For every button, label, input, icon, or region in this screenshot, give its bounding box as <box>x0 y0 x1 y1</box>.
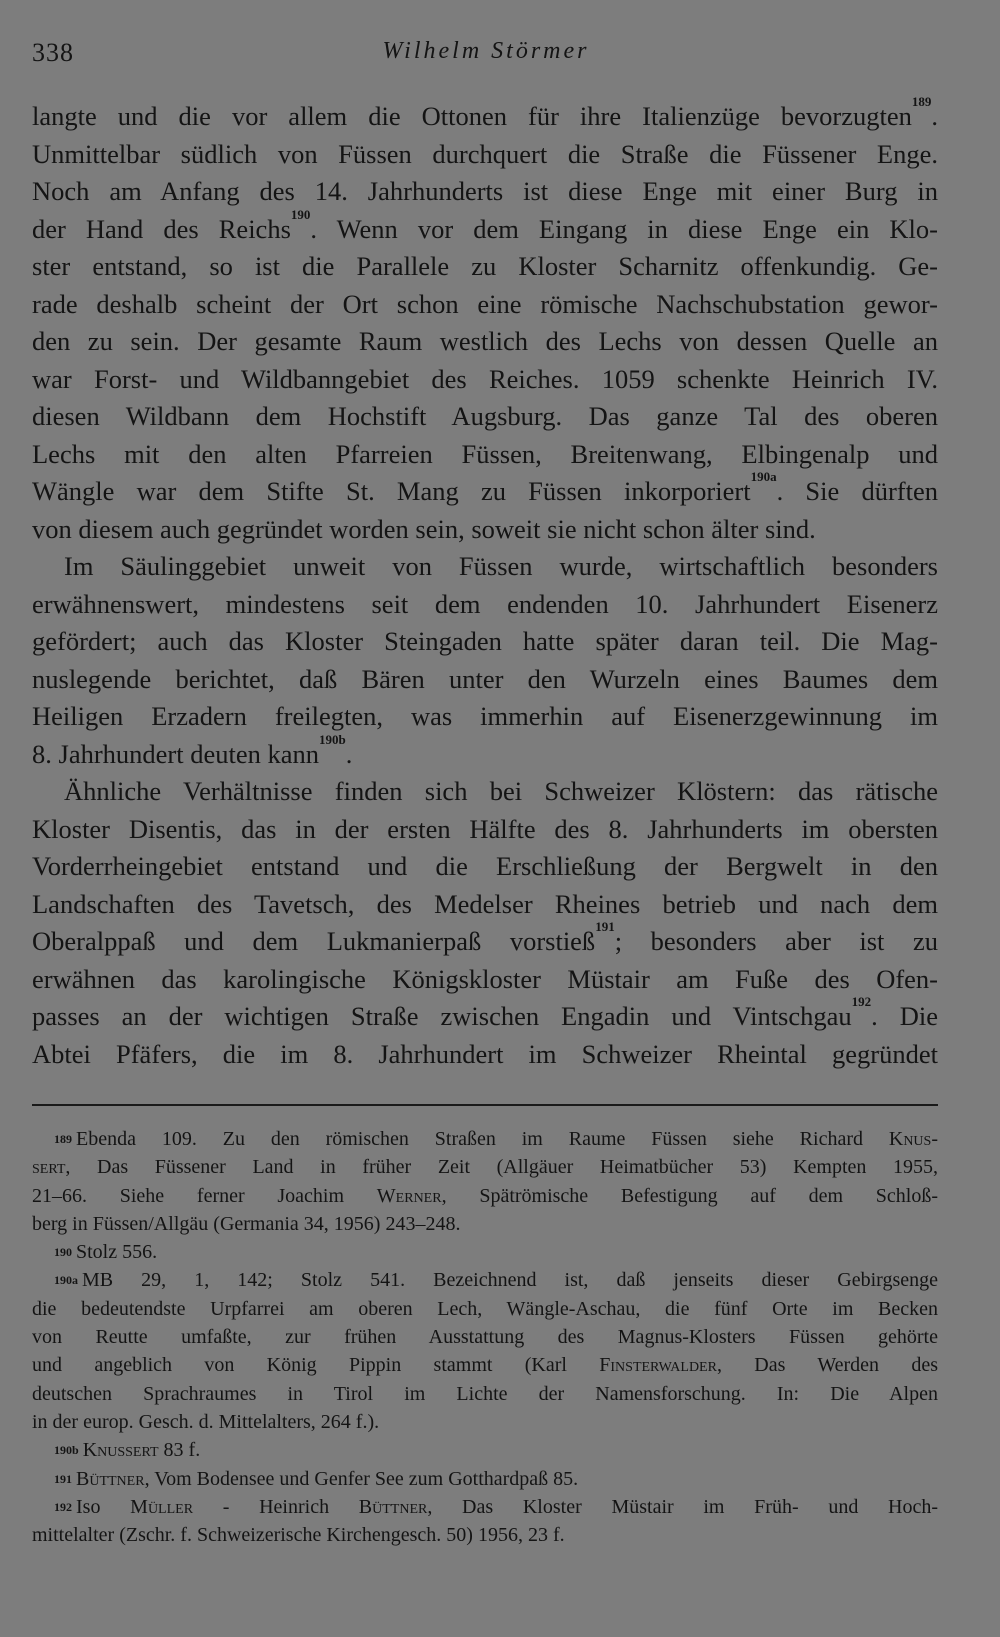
footnote-190: $^{190}$ Stolz 556. <box>54 1241 158 1264</box>
text-line: Noch am Anfang des 14. Jahrhunderts ist diese Enge mit einer Burg in <box>32 176 938 206</box>
text-line: nuslegende berichtet, daß Bären unter den Wurzeln eines Baumes dem <box>32 663 938 694</box>
text-line: langte und die vor allem die Ottonen für ihre Italienzüge bevorzugten$^{189}$. <box>32 94 938 131</box>
footnote-line: 21–66. Siehe ferner Joachim Werner, Spätrömische Befestigung auf dem Schloß- <box>32 1184 938 1207</box>
text-line: der Hand des Reichs$^{190}$. Wenn vor dem Eingang in diese Enge ein Klo- <box>32 206 938 244</box>
footnote-number: 190b <box>54 1443 79 1458</box>
footnote-ref: 189 <box>911 94 932 109</box>
footnote-number: 191 <box>54 1471 72 1486</box>
footnote-191: $^{191}$ Büttner, Vom Bodensee und Genfer See zum Gotthardpaß 85. <box>54 1467 579 1490</box>
footnote-line: mittelalter (Zschr. f. Schweizerische Kirchengesch. 50) 1956, 23 f. <box>32 1524 565 1547</box>
text-line: Vorderrheingebiet entstand und die Erschließung der Bergwelt in den <box>32 851 938 881</box>
footnote-divider <box>32 1104 938 1106</box>
footnote-line: berg in Füssen/Allgäu (Germania 34, 1956) 243–248. <box>32 1212 461 1235</box>
text-line: Im Säulinggebiet unweit von Füssen wurde, wirtschaftlich besonders <box>64 551 938 581</box>
text-line: Ähnliche Verhältnisse finden sich bei Schweizer Klöstern: das rätische <box>64 776 938 806</box>
footnote-line: deutschen Sprachraumes in Tirol im Lichte der Namensforschung. In: Die Alpen <box>32 1382 938 1405</box>
text-line: diesen Wildbann dem Hochstift Augsburg. Das ganze Tal des oberen <box>32 401 938 431</box>
footnote-190b: $^{190b}$ Knussert 83 f. <box>54 1439 201 1462</box>
footnote-line: die bedeutendste Urpfarrei am oberen Lech, Wängle-Aschau, die fünf Orte im Becken <box>32 1297 938 1320</box>
footnote-line: von Reutte umfaßte, zur frühen Ausstattung des Magnus-Klosters Füssen gehörte <box>32 1326 938 1349</box>
footnote-ref: 190 <box>290 206 311 222</box>
footnote-number: 189 <box>54 1132 72 1146</box>
text-line: war Forst- und Wildbanngebiet des Reiches. 1059 schenkte Heinrich IV. <box>32 363 938 394</box>
page-number: 338 <box>32 38 74 67</box>
text-line: Wängle war dem Stifte St. Mang zu Füssen inkorporiert$^{190a}$. Sie dürften <box>32 469 939 506</box>
text-line: Kloster Disentis, das in der ersten Hälfte des 8. Jahrhunderts im obersten <box>32 813 938 844</box>
page-header <box>32 38 940 74</box>
text-line: Abtei Pfäfers, die im 8. Jahrhundert im Schweizer Rheintal gegründet <box>32 1038 938 1069</box>
main-text <box>32 94 939 1073</box>
footnote-number: 190a <box>54 1273 78 1288</box>
footnote-line: und angeblich von König Pippin stammt (Karl Finsterwalder, Das Werden des <box>32 1354 938 1377</box>
footnote-line: sert, Das Füssener Land in früher Zeit (Allgäuer Heimatbücher 53) Kempten 1955, <box>32 1156 938 1179</box>
footnote-ref: 190a <box>750 469 777 484</box>
footnotes <box>32 1125 938 1549</box>
text-line: ster entstand, so ist die Parallele zu Kloster Scharnitz offenkundig. Ge- <box>32 251 938 281</box>
footnote-190a: $^{190a}$ MB 29, 1, 142; Stolz 541. Bezeichnend ist, daß jenseits dieser Gebirgsenge <box>54 1269 938 1292</box>
footnote-192: $^{192}$ Iso Müller - Heinrich Büttner, Das Kloster Müstair im Früh- und Hoch- <box>54 1495 939 1518</box>
text-line: Heiligen Erzadern freilegten, was immerhin auf Eisenerzgewinnung im <box>32 701 938 731</box>
footnote-number: 192 <box>54 1499 72 1514</box>
footnote-ref: 190b <box>319 731 346 747</box>
text-line: Lechs mit den alten Pfarreien Füssen, Breitenwang, Elbingenalp und <box>32 438 938 469</box>
text-line: passes an der wichtigen Straße zwischen Engadin und Vintschgau$^{192}$. Die <box>32 994 938 1031</box>
text-line: Landschaften des Tavetsch, des Medelser Rheines betrieb und nach dem <box>32 888 938 919</box>
text-line: 8. Jahrhundert deuten kann$^{190b}$. <box>32 731 353 769</box>
running-title: Wilhelm Störmer <box>382 38 590 64</box>
text-line: Unmittelbar südlich von Füssen durchquert die Straße die Füssener Enge. <box>32 138 938 169</box>
text-line: erwähnen das karolingische Königskloster Müstair am Fuße des Ofen- <box>32 963 938 994</box>
footnote-number: 190 <box>54 1245 72 1260</box>
footnote-ref: 191 <box>595 919 615 934</box>
footnote-line: in der europ. Gesch. d. Mittelalters, 264 f.). <box>32 1410 380 1433</box>
footnote-189: $^{189}$ Ebenda 109. Zu den römischen Straßen im Raume Füssen siehe Richard Knus- <box>54 1128 938 1150</box>
footnote-ref: 192 <box>851 994 872 1009</box>
text-line: den zu sein. Der gesamte Raum westlich des Lechs von dessen Quelle an <box>32 326 938 356</box>
text-line: von diesem auch gegründet worden sein, soweit sie nicht schon älter sind. <box>32 513 816 544</box>
text-line: erwähnenswert, mindestens seit dem endenden 10. Jahrhundert Eisenerz <box>32 588 938 619</box>
text-line: Oberalppaß und dem Lukmanierpaß vorstieß$^{191}$; besonders aber ist zu <box>32 919 938 956</box>
text-line: gefördert; auch das Kloster Steingaden hatte später daran teil. Die Mag- <box>32 626 938 656</box>
text-line: rade deshalb scheint der Ort schon eine römische Nachschubstation gewor- <box>32 288 938 319</box>
